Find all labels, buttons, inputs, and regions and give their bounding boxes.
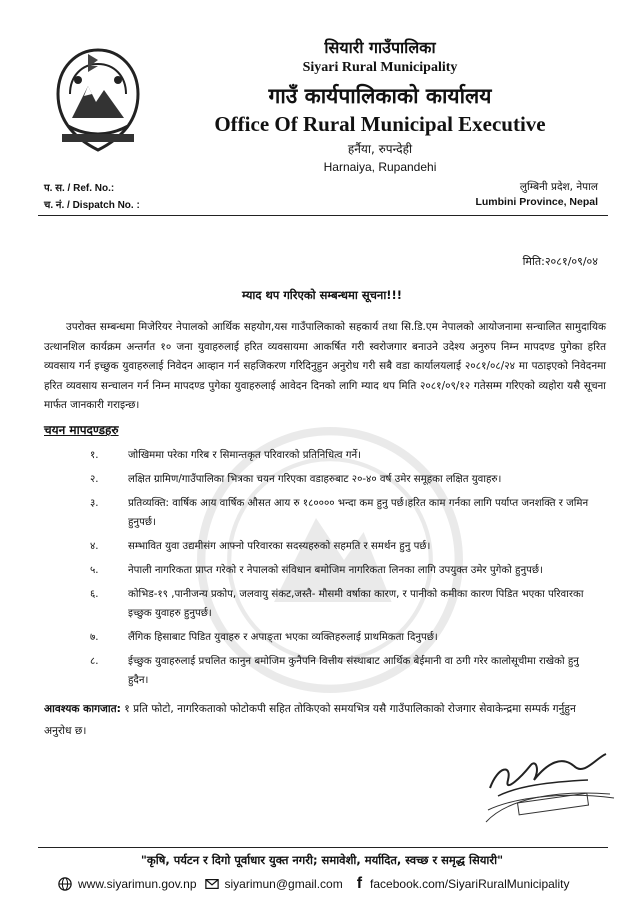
footer-divider — [38, 847, 608, 848]
list-item — [90, 561, 590, 580]
notice-subject: म्याद थप गरिएको सम्बन्धमा सूचना!!! — [241, 288, 403, 302]
required-documents-text: १ प्रति फोटो, नागरिकताको फोटोकपी सहित तोकिएको समयभित्र यसै गाउँपालिकाको रोजगार सेवाकेन्द्रमा सम्पर्क गर्नुहुन अनुरोध छ। — [44, 703, 576, 737]
list-item-text: ईच्छुक युवाहरुलाई प्रचलित कानुन बमोजिम कुनैपनि वित्तीय संस्थाबाट आर्थिक बेईमानी वा ठगी गरेर कालोसूचीमा राखेको हुनु हुदैन। — [128, 656, 579, 686]
list-item-text: सम्भावित युवा उद्यमीसंग आफ्नो परिवारका सदस्यहरुको सहमति र समर्थन हुनु पर्छ। — [128, 541, 431, 552]
required-documents-label: आवश्यक कागजात: — [44, 703, 121, 715]
list-item-text: नेपाली नागरिकता प्राप्त गरेको र नेपालको संविधान बमोजिम नागरिकता लिनका लागि उपयुक्त उमेर पुगेको हुनुपर्छ। — [128, 565, 543, 576]
official-signature-stamp-icon — [478, 736, 618, 826]
list-item-text: लक्षित ग्रामिण/गाउँपालिका भित्रका चयन गरिएका वडाहरुबाट २०-४० वर्ष उमेर समूहका लक्षित युवाहरु। — [128, 474, 502, 485]
website-link[interactable] — [58, 877, 197, 891]
list-item-number: ३. — [90, 498, 99, 509]
list-item-text: लैंगिक हिसाबाट पिडित युवाहरु र अपाङ्ता भएका व्यक्तिहरुलाई प्राथमिकता दिनुपर्छ। — [128, 632, 438, 643]
address-en: Harnaiya, Rupandehi — [323, 160, 437, 174]
facebook-link[interactable] — [357, 877, 570, 891]
address-np: हर्नैया, रुपन्देही — [347, 142, 413, 156]
criteria-title: चयन मापदण्डहरु — [44, 423, 119, 437]
contact-footer — [58, 874, 618, 894]
office-name-en: Office Of Rural Municipal Executive — [214, 112, 546, 136]
province-en: Lumbini Province, Nepal — [475, 196, 598, 208]
list-item-number: ६. — [90, 589, 99, 600]
list-item-number: २. — [90, 474, 99, 485]
website-text: www.siyarimun.gov.np — [78, 877, 197, 891]
criteria-list — [90, 446, 590, 695]
list-item — [90, 537, 590, 556]
province-np: लुम्बिनी प्रदेश, नेपाल — [519, 181, 598, 193]
dispatch-no-label: च. नं. / Dispatch No. : — [44, 200, 140, 211]
notice-date: मिति:२०८१/०९/०४ — [522, 255, 598, 268]
email-link[interactable] — [205, 877, 343, 891]
facebook-icon: f — [356, 875, 363, 892]
municipality-name-np: सियारी गाउँपालिका — [324, 38, 436, 57]
municipality-motto: "कृषि, पर्यटन र दिगो पूर्वाधार युक्त नगरी; समावेशी, मर्यादित, स्वच्छ र समृद्ध सियारी" — [140, 853, 504, 867]
office-name-np: गाउँ कार्यपालिकाको कार्यालय — [268, 84, 492, 108]
list-item — [90, 446, 590, 465]
nepal-government-emblem-icon — [48, 46, 148, 158]
list-item-number: ७. — [90, 632, 99, 643]
body-paragraph: उपरोक्त सम्बन्धमा मिजेरियर नेपालको आर्थिक सहयोग,यस गाउँपालिकाको सहकार्य तथा सि.डि.एम नेपालको आयोजनामा सन्चालित सामुदायिक उत्थानशिल कार्यक्रम अन्तर्गत १० जना युवाहरुलाई हरित व्यवसायमा आकर्षित गरी स्वरोजगार बनाउने उदेश्य अनुरुप निम्न मापदण्ड पुगेका हरित व्यवसाय गर्न इच्छुक युवाहरुलाई निवेदन आव्हान गर्न सहजिकरण गरिदिनुहुन अनुरोध गरी सबै वडा कार्यालयलाई २०८१/०८/२४ मा पठाइएको निवेदनमा हरित व्यवसाय सन्चालन गर्न निम्न मापदण्ड पुगेका युवाहरुलाई आवेदन दिनको लागि म्याद थप मिति २०८१/०९/१२ गतेसम्म गरिएको व्यहोरा यसै सूचना मार्फत जानकारी गराइन्छ। — [44, 321, 606, 411]
list-item-text: प्रतिव्यक्ति: वार्षिक आय वार्षिक औसत आय रु १८०००० भन्दा कम हुनु पर्छ।हरित काम गर्नका लागि पर्याप्त जनशक्ति र जमिन हुनुपर्छ। — [128, 498, 589, 528]
list-item-number: ४. — [90, 541, 99, 552]
list-item-number: ८. — [90, 656, 99, 667]
list-item-number: ५. — [90, 565, 99, 576]
globe-icon — [58, 877, 72, 891]
list-item-number: १. — [90, 450, 99, 461]
ref-no-label: प. स. / Ref. No.: — [44, 183, 115, 194]
list-item — [90, 628, 590, 647]
list-item-text: कोभिड-१९ ,पानीजन्य प्रकोप, जलवायु संकट,जस्तै- मौसमी वर्षाका कारण, र पानीको कमीका कारण पिडित भएका परिवारका इच्छुक युवाहरु हुनुपर्छ। — [128, 589, 584, 619]
list-item — [90, 585, 590, 623]
facebook-text: facebook.com/SiyariRuralMunicipality — [370, 877, 570, 891]
list-item — [90, 652, 590, 690]
list-item — [90, 470, 590, 489]
header-divider — [38, 215, 608, 216]
list-item-text: जोखिममा परेका गरिब र सिमान्तकृत परिवारको प्रतिनिधित्व गर्ने। — [128, 450, 362, 461]
mail-icon — [205, 877, 219, 891]
municipality-name-en: Siyari Rural Municipality — [302, 60, 458, 75]
list-item — [90, 494, 590, 532]
email-text: siyarimun@gmail.com — [224, 877, 343, 891]
